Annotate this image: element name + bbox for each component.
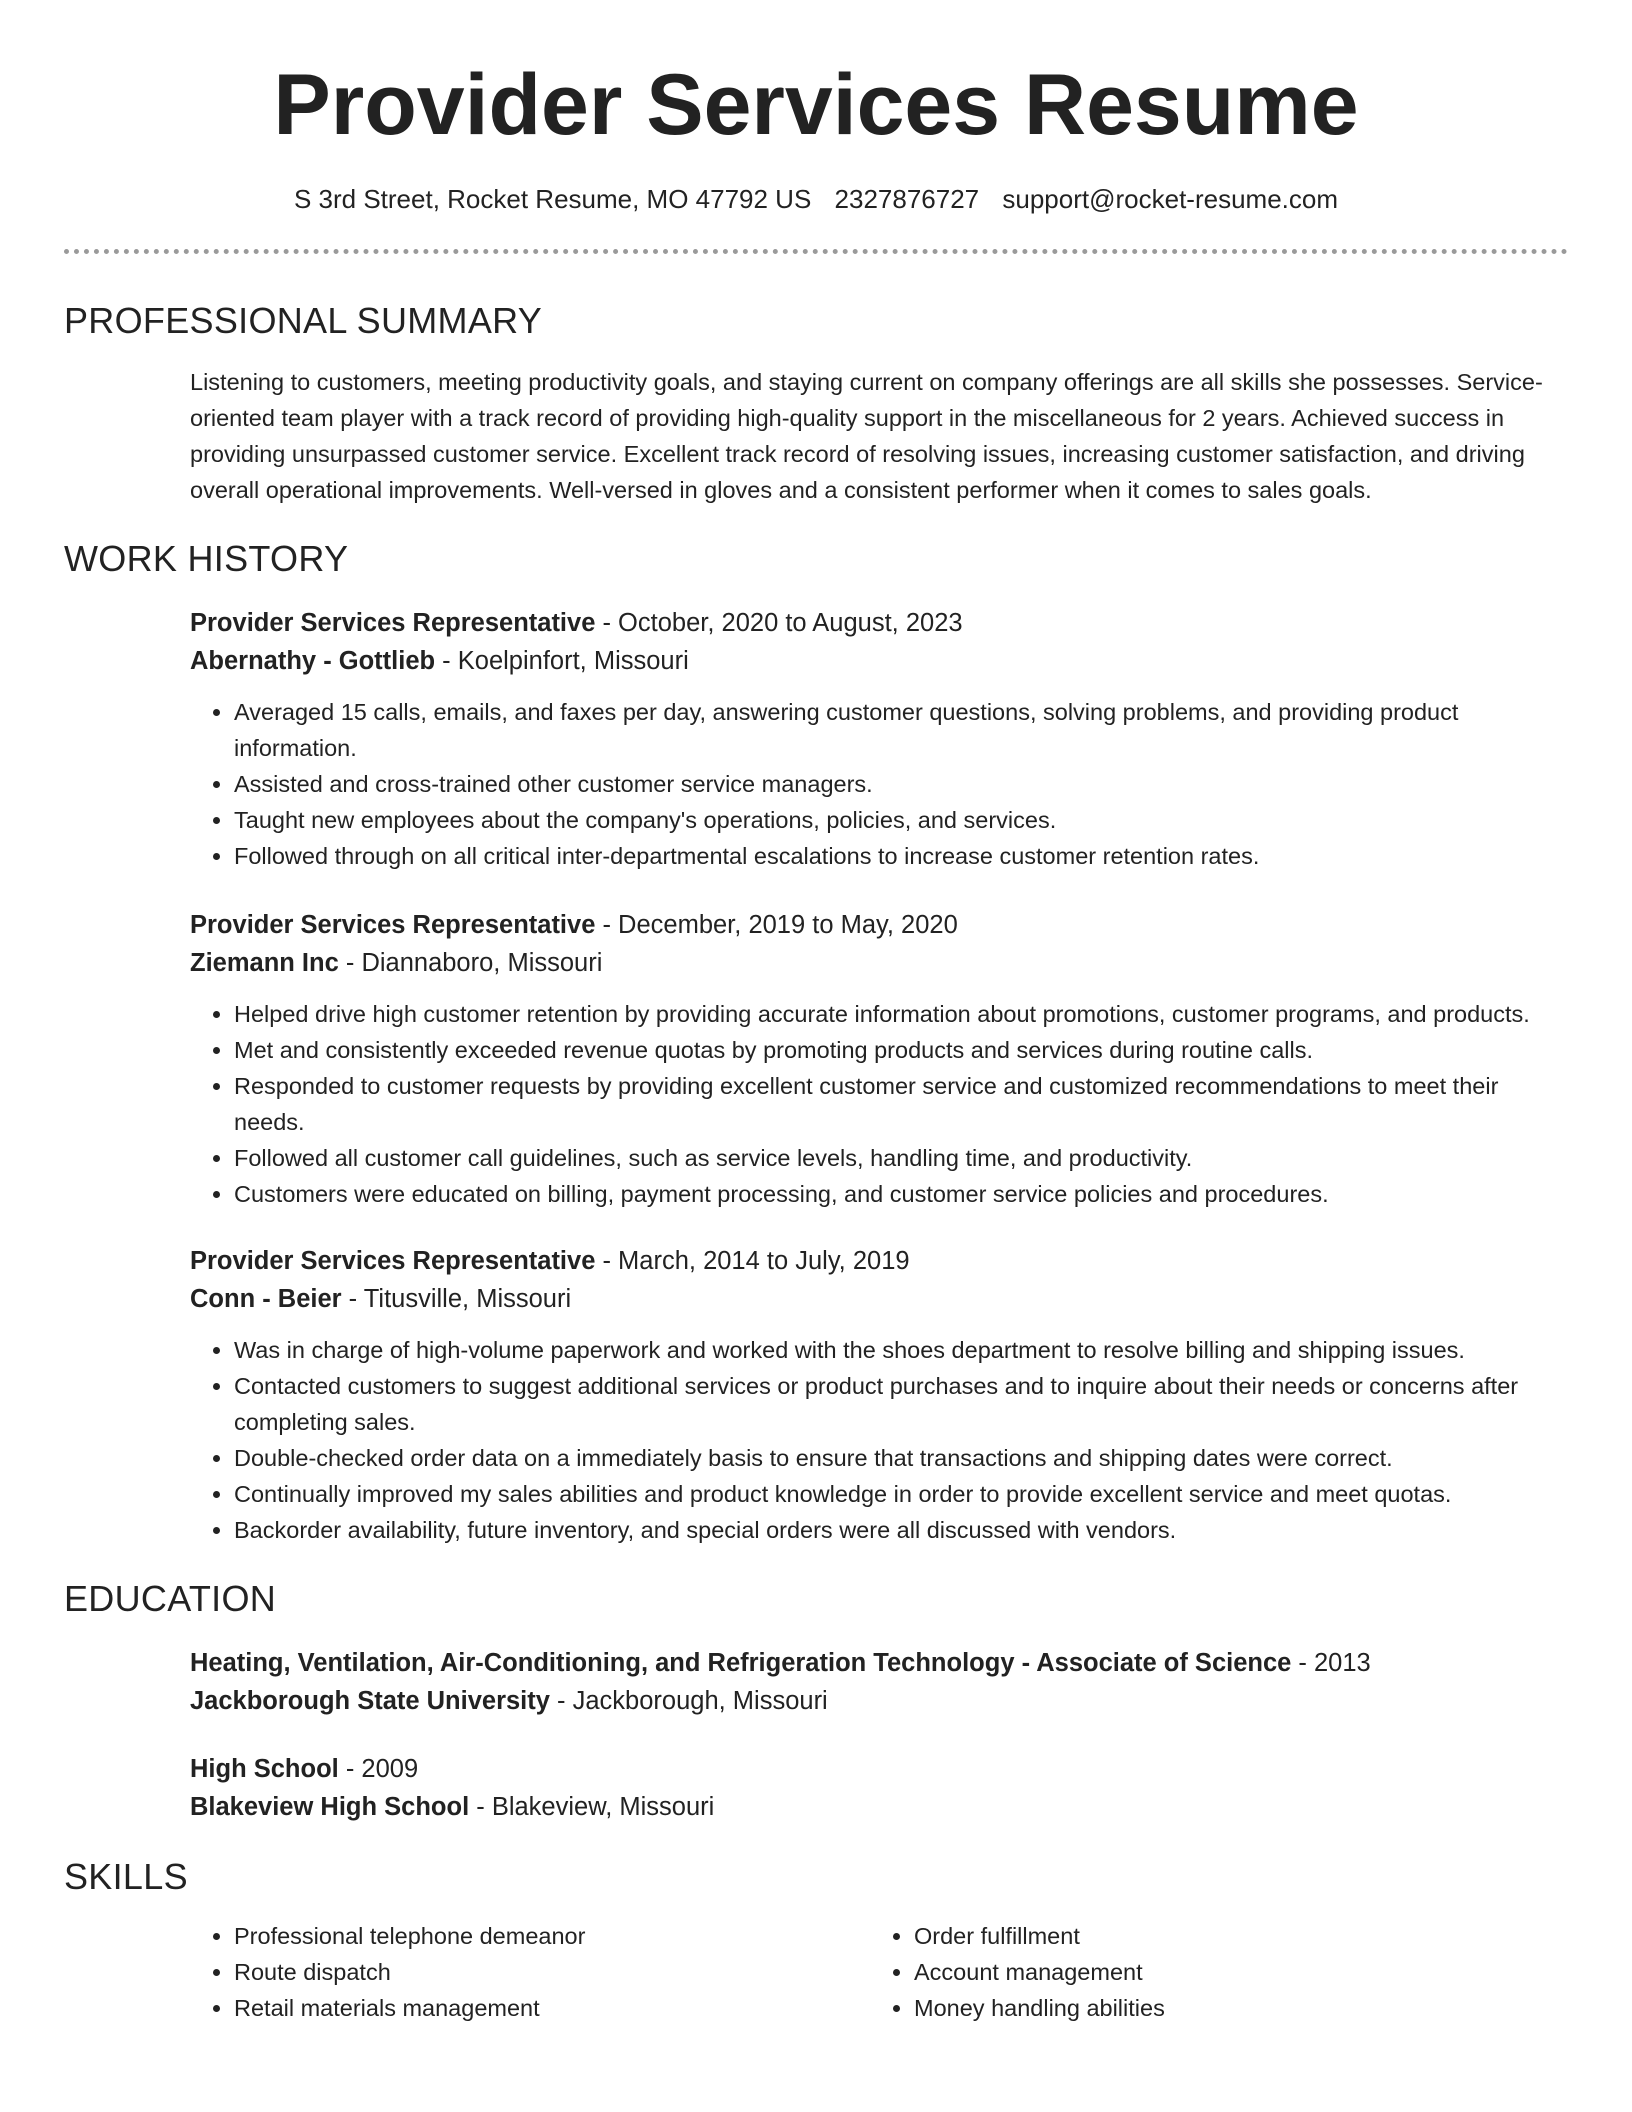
job-entry (190, 604, 1568, 874)
education-heading: EDUCATION (64, 1578, 277, 1619)
list-item: • Customers were educated on billing, payment processing, and customer service policies and procedures. (234, 1176, 1568, 1212)
company-name: Conn - Beier (190, 1285, 342, 1313)
degree-year: - 2009 (338, 1755, 419, 1783)
education-entry (190, 1644, 1568, 1720)
school-name: Blakeview High School (190, 1793, 470, 1821)
degree-line (190, 1644, 1568, 1682)
summary-text: Listening to customers, meeting productivity goals, and staying current on company offerings are all skills she possesses. Service-oriented team player with a track record of providing high-quality support in the miscellaneous for 2 years. Achieved success in providing unsurpassed customer service. Excellent track record of resolving issues, increasing customer satisfaction, and driving overall operational improvements. Well-versed in gloves and a consistent performer when it comes to sales goals. (190, 369, 1543, 503)
list-item: • Double-checked order data on a immediately basis to ensure that transactions and shipping dates were correct. (234, 1440, 1568, 1476)
school-location: - Blakeview, Missouri (469, 1793, 715, 1821)
list-item: • Order fulfillment (914, 1918, 1550, 1954)
company-name: Ziemann Inc (190, 949, 339, 977)
job-title-line (190, 1242, 1568, 1280)
list-item: • Responded to customer requests by providing excellent customer service and customized recommendations to meet their needs. (234, 1068, 1568, 1140)
summary-heading: PROFESSIONAL SUMMARY (64, 300, 543, 341)
list-item: • Account management (914, 1954, 1550, 1990)
skills-grid (190, 1918, 1568, 2026)
phone-text: 2327876727 (834, 184, 980, 214)
education-entry (190, 1750, 1568, 1826)
job-bullets (190, 1332, 1568, 1548)
company-location: - Diannaboro, Missouri (338, 949, 603, 977)
job-company-line (190, 642, 1568, 680)
job-bullets (190, 694, 1568, 874)
list-item: • Was in charge of high-volume paperwork and worked with the shoes department to resolve billing and shipping issues. (234, 1332, 1568, 1368)
job-dates: - March, 2014 to July, 2019 (595, 1247, 910, 1275)
job-company-line (190, 1280, 1568, 1318)
list-item: • Backorder availability, future inventory, and special orders were all discussed with vendors. (234, 1512, 1568, 1548)
resume-page (64, 0, 1568, 2026)
list-item: • Professional telephone demeanor (234, 1918, 870, 1954)
page-title: Provider Services Resume (273, 57, 1359, 153)
list-item: • Route dispatch (234, 1954, 870, 1990)
list-item: • Helped drive high customer retention by providing accurate information about promotions, customer programs, and products. (234, 996, 1568, 1032)
list-item: • Continually improved my sales abilities and product knowledge in order to provide excellent service and meet quotas. (234, 1476, 1568, 1512)
list-item: • Money handling abilities (914, 1990, 1550, 2026)
degree-year: - 2013 (1291, 1649, 1371, 1677)
job-dates: - October, 2020 to August, 2023 (595, 609, 963, 637)
school-location: - Jackborough, Missouri (549, 1687, 828, 1715)
list-item: • Averaged 15 calls, emails, and faxes per day, answering customer questions, solving problems, and providing product information. (234, 694, 1568, 766)
list-item: • Contacted customers to suggest additional services or product purchases and to inquire about their needs or concerns after completing sales. (234, 1368, 1568, 1440)
degree-name: High School (190, 1755, 339, 1783)
job-dates: - December, 2019 to May, 2020 (595, 911, 958, 939)
job-entry (190, 906, 1568, 1212)
list-item: • Assisted and cross-trained other customer service managers. (234, 766, 1568, 802)
dotted-divider (64, 249, 1568, 254)
email-link[interactable]: support@rocket-resume.com (1002, 184, 1339, 214)
job-title-line (190, 604, 1568, 642)
list-item: • Retail materials management (234, 1990, 870, 2026)
job-title-line (190, 906, 1568, 944)
job-company-line (190, 944, 1568, 982)
skills-column-left (190, 1918, 870, 2026)
list-item: • Followed through on all critical inter-departmental escalations to increase customer retention rates. (234, 838, 1568, 874)
school-line (190, 1788, 1568, 1826)
job-bullets (190, 996, 1568, 1212)
contact-line (64, 184, 1568, 215)
skills-heading: SKILLS (64, 1856, 188, 1897)
degree-line (190, 1750, 1568, 1788)
list-item: • Taught new employees about the company's operations, policies, and services. (234, 802, 1568, 838)
company-location: - Koelpinfort, Missouri (435, 647, 689, 675)
degree-name: Heating, Ventilation, Air-Conditioning, and Refrigeration Technology - Associate of Science (190, 1649, 1292, 1677)
work-history-heading: WORK HISTORY (64, 538, 349, 579)
company-location: - Titusville, Missouri (341, 1285, 572, 1313)
school-name: Jackborough State University (190, 1687, 550, 1715)
list-item: • Followed all customer call guidelines, such as service levels, handling time, and productivity. (234, 1140, 1568, 1176)
job-title: Provider Services Representative (190, 1247, 596, 1275)
address-text: S 3rd Street, Rocket Resume, MO 47792 US (293, 184, 812, 214)
list-item: • Met and consistently exceeded revenue quotas by promoting products and services during routine calls. (234, 1032, 1568, 1068)
job-title: Provider Services Representative (190, 609, 596, 637)
job-title: Provider Services Representative (190, 911, 596, 939)
job-entry (190, 1242, 1568, 1548)
school-line (190, 1682, 1568, 1720)
skills-column-right (870, 1918, 1550, 2026)
company-name: Abernathy - Gottlieb (190, 647, 436, 675)
